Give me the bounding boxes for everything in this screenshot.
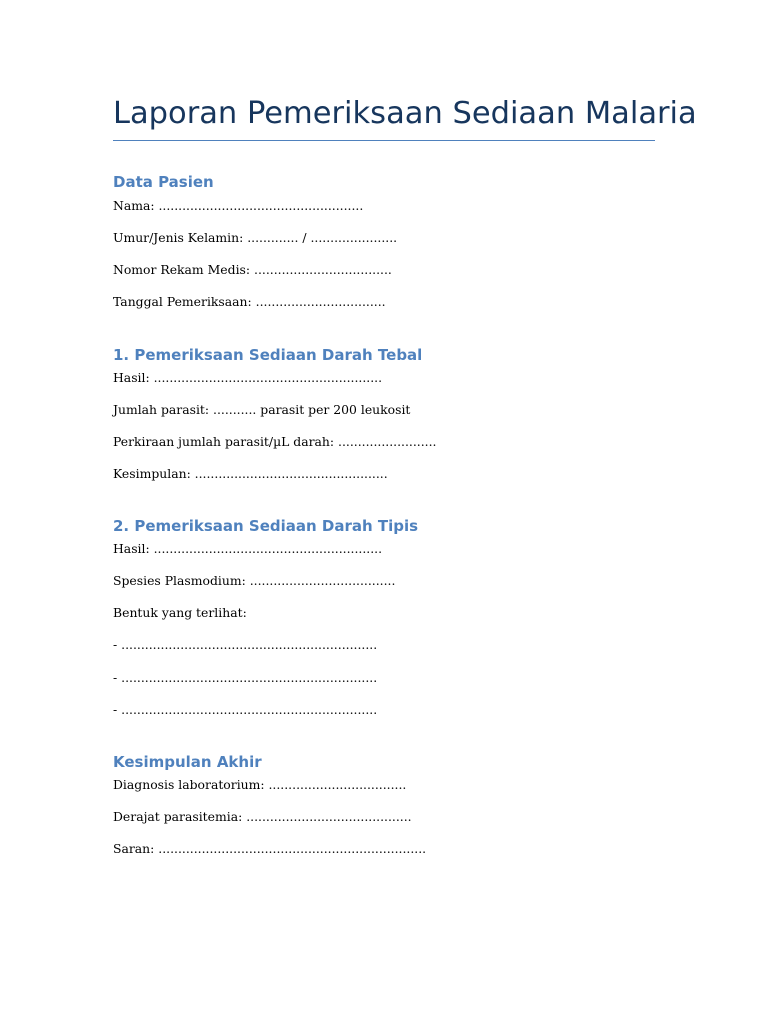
field-derajat-parasitemia: Derajat parasitemia: .......................................... — [113, 809, 412, 824]
list-item-bentuk-3: - ................................................................. — [113, 702, 378, 717]
field-bentuk-label: Bentuk yang terlihat: — [113, 605, 247, 620]
section-heading-kesimpulan-akhir: Kesimpulan Akhir — [113, 753, 262, 771]
list-item-bentuk-2: - ................................................................. — [113, 670, 378, 685]
section-heading-darah-tipis: 2. Pemeriksaan Sediaan Darah Tipis — [113, 517, 419, 535]
field-nomor-rekam-medis: Nomor Rekam Medis: ................................... — [113, 262, 392, 277]
section-heading-darah-tebal: 1. Pemeriksaan Sediaan Darah Tebal — [113, 346, 423, 364]
field-jumlah-parasit: Jumlah parasit: ........... parasit per 200 leukosit — [113, 402, 411, 417]
field-spesies-plasmodium: Spesies Plasmodium: ..................................... — [113, 573, 396, 588]
field-nama: Nama: .................................................... — [113, 198, 364, 213]
section-heading-data-pasien: Data Pasien — [113, 173, 214, 191]
field-umur-jenis-kelamin: Umur/Jenis Kelamin: ............. / ...................... — [113, 230, 398, 245]
field-diagnosis-laboratorium: Diagnosis laboratorium: ................................... — [113, 777, 407, 792]
field-tanggal-pemeriksaan: Tanggal Pemeriksaan: ................................. — [113, 294, 386, 309]
field-perkiraan-jumlah-parasit: Perkiraan jumlah parasit/µL darah: ......................... — [113, 434, 437, 449]
title-underline — [113, 140, 655, 141]
field-kesimpulan-tebal: Kesimpulan: ................................................. — [113, 466, 388, 481]
field-hasil-tipis: Hasil: .......................................................... — [113, 541, 383, 556]
page-title: Laporan Pemeriksaan Sediaan Malaria — [113, 96, 697, 131]
field-hasil-tebal: Hasil: .......................................................... — [113, 370, 383, 385]
field-saran: Saran: .................................................................... — [113, 841, 427, 856]
list-item-bentuk-1: - ................................................................. — [113, 637, 378, 652]
